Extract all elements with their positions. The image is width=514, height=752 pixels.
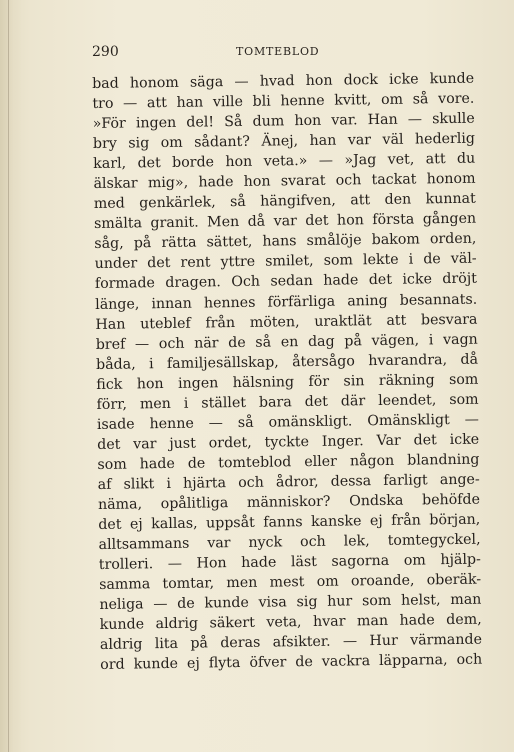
text-line: med genkärlek, så hängifven, att den kunnat [93, 190, 476, 213]
text-line: samma tomtar, men mest om oroande, oberäk- [99, 571, 482, 594]
text-line: förr, men i stället bara det där leendet, som [96, 391, 479, 413]
text-line: Han uteblef från möten, uraktlät att besvara [95, 311, 478, 333]
text-line: kunde aldrig säkert veta, hvar man hade dem, [99, 611, 482, 634]
page-gutter-shadow [0, 0, 22, 752]
text-line: tro — att han ville bli henne kvitt, om så vore. [92, 90, 475, 113]
text-line: »För ingen del! Så dum hon var. Han — skulle [92, 110, 475, 133]
text-line: fick hon ingen hälsning för sin räkning som [96, 371, 479, 393]
text-line: det var just ordet, tyckte Inger. Var det icke [97, 431, 480, 453]
text-line: karl, det borde hon veta.» — »Jag vet, att du [93, 150, 476, 173]
page-number: 290 [92, 44, 119, 60]
text-line: formade dragen. Och sedan hade det icke dröjt [94, 271, 478, 293]
running-title: TOMTEBLOD [236, 45, 320, 58]
text-line: af slikt i hjärta och ådror, dessa farligt ange- [97, 471, 480, 493]
text-line: näma, opålitliga människor? Ondska behöfde [97, 491, 481, 513]
page-header [86, 44, 472, 64]
text-line: bry sig om sådant? Änej, han var väl hederlig [92, 130, 476, 153]
text-line: älskar mig», hade hon svarat och tackat honom [93, 170, 476, 193]
text-line: bref — och när de så en dag på vägen, i vagn [95, 331, 478, 353]
text-line: det ej kallas, uppsåt fanns kanske ej från början, [98, 511, 481, 533]
text-line: såg, på rätta sättet, hans smålöje bakom orden, [94, 231, 477, 253]
body-text [92, 69, 482, 676]
text-line: neliga — de kunde visa sig hur som helst, man [99, 591, 482, 614]
text-line: isade henne — så omänskligt. Omänskligt — [96, 411, 479, 433]
text-line: bad honom säga — hvad hon dock icke kunde [92, 70, 475, 92]
text-line: aldrig lita på deras afsikter. — Hur värmande [99, 631, 483, 654]
text-line: båda, i familjesällskap, återsågo hvarandra, då [95, 351, 479, 373]
text-line: som hade de tomteblod eller någon blandning [97, 451, 480, 473]
text-line: smälta granit. Men då var det hon första gången [93, 210, 477, 233]
gutter-line [8, 0, 9, 752]
text-line: alltsammans var nyck och lek, tomtegyckel, [98, 531, 481, 554]
text-line: ord kunde ej flyta öfver de vackra läpparna, och [100, 651, 483, 674]
text-line: under det rent yttre smilet, som lekte i de väl- [94, 251, 477, 273]
text-line: trolleri. — Hon hade läst sagorna om hjälp- [98, 551, 481, 574]
text-line: länge, innan hennes förfärliga aning besannats. [95, 291, 478, 313]
